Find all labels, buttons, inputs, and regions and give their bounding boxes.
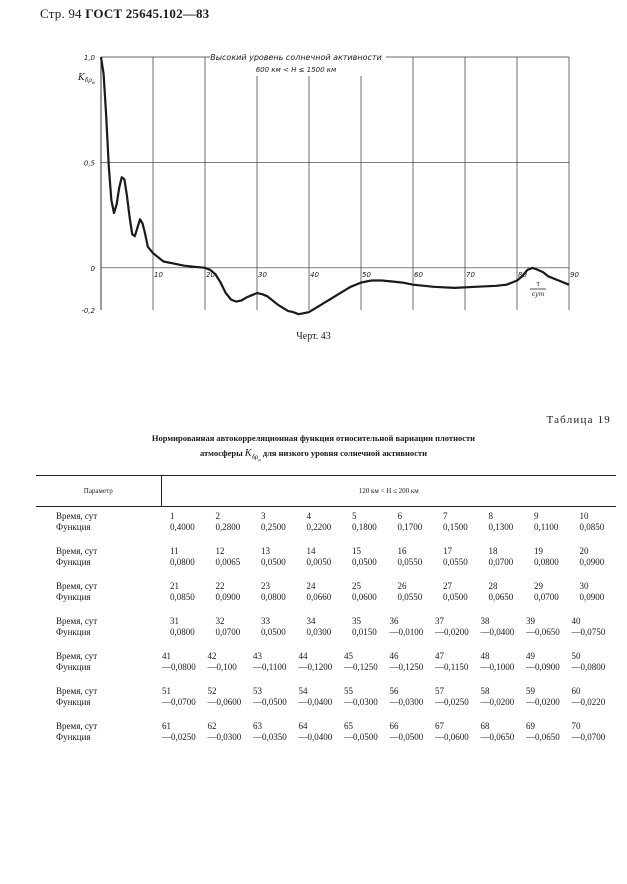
x-axis-label: [530, 280, 546, 298]
function-value: 0,0900: [579, 592, 605, 602]
table-cell: [389, 612, 435, 647]
param-header: Параметр: [36, 476, 161, 507]
table-cell: [298, 682, 344, 717]
time-value: 70: [571, 721, 581, 731]
table-cell: [434, 647, 480, 682]
function-value: —0,0500: [253, 697, 287, 707]
function-value: —0,0500: [344, 732, 378, 742]
table-cell: [480, 647, 526, 682]
time-label: Время, сут: [56, 546, 98, 556]
table-number: Таблица 19: [546, 414, 611, 426]
time-label: Время, сут: [56, 511, 98, 521]
table-cell: [480, 542, 526, 577]
table-cell: [343, 682, 389, 717]
time-label: Время, сут: [56, 686, 98, 696]
table-cell: [571, 577, 617, 612]
time-value: 47: [435, 651, 444, 661]
row-label: [36, 507, 161, 543]
function-value: —0,0700: [571, 732, 606, 742]
table-cell: [207, 542, 253, 577]
function-label: Функция: [56, 592, 91, 602]
svg-text:сут: сут: [531, 291, 545, 298]
function-value: —0,1000: [480, 662, 515, 672]
table-cell: [252, 682, 298, 717]
function-label: Функция: [56, 522, 91, 532]
autocorrelation-chart: [0, 0, 627, 330]
table-cell: [207, 507, 253, 543]
table-cell: [343, 612, 389, 647]
time-value: 61: [162, 721, 171, 731]
function-value: 0,0900: [579, 557, 605, 567]
x-tick-label: 40: [310, 270, 319, 279]
function-value: 0,0660: [306, 592, 332, 602]
table-cell: [252, 542, 298, 577]
function-value: 0,1700: [397, 522, 423, 532]
function-label: Функция: [56, 697, 91, 707]
table-cell: [434, 542, 480, 577]
function-value: —0,0650: [526, 732, 560, 742]
time-value: 13: [261, 546, 270, 556]
row-label: [36, 647, 161, 682]
function-value: —0,1150: [435, 662, 469, 672]
function-value: —0,0500: [389, 732, 424, 742]
function-value: —0,1200: [298, 662, 333, 672]
function-value: —0,1100: [253, 662, 287, 672]
function-value: —0,0250: [435, 697, 469, 707]
function-value: 0,4000: [170, 522, 195, 532]
function-label: Функция: [56, 662, 91, 672]
time-value: 27: [443, 581, 452, 591]
time-value: 2: [215, 511, 220, 521]
table-header-row: [36, 476, 616, 507]
function-value: 0,0065: [215, 557, 241, 567]
table-cell: [480, 507, 526, 543]
row-label: [36, 682, 161, 717]
table-row: [36, 507, 616, 543]
time-value: 54: [298, 686, 308, 696]
chart-subtitle: 600 км < H ≤ 1500 км: [255, 66, 337, 74]
time-label: Время, сут: [56, 721, 98, 731]
function-value: 0,2800: [215, 522, 241, 532]
time-value: 5: [352, 511, 357, 521]
time-value: 9: [534, 511, 539, 521]
time-value: 1: [170, 511, 175, 521]
table-cell: [252, 717, 298, 752]
function-value: —0,0300: [344, 697, 378, 707]
table-title: [0, 431, 627, 468]
function-value: 0,0600: [352, 592, 377, 602]
function-value: —0,0300: [389, 697, 424, 707]
table-cell: [525, 647, 571, 682]
time-value: 57: [435, 686, 444, 696]
table-cell: [525, 507, 571, 543]
table-cell: [298, 612, 344, 647]
page-number: Стр. 94: [40, 6, 82, 21]
function-value: 0,2500: [261, 522, 286, 532]
time-value: 26: [397, 581, 407, 591]
function-value: —0,0600: [207, 697, 242, 707]
time-value: 60: [571, 686, 581, 696]
table-cell: [207, 647, 253, 682]
time-value: 11: [170, 546, 179, 556]
function-value: —0,0350: [253, 732, 287, 742]
table-cell: [343, 717, 389, 752]
table-cell: [525, 717, 571, 752]
time-value: 16: [397, 546, 407, 556]
time-value: 40: [571, 616, 581, 626]
table-title-symbol: $K_{\delta\rho_н}$: [244, 448, 261, 464]
time-value: 30: [579, 581, 589, 591]
time-value: 41: [162, 651, 171, 661]
time-value: 50: [571, 651, 581, 661]
time-label: Время, сут: [56, 616, 98, 626]
autocorrelation-table: [36, 475, 616, 752]
table-cell: [389, 542, 435, 577]
time-label: Время, сут: [56, 581, 98, 591]
function-value: 0,0550: [397, 592, 423, 602]
function-value: 0,0500: [443, 592, 468, 602]
function-value: —0,100: [207, 662, 237, 672]
time-value: 56: [389, 686, 399, 696]
function-value: 0,0650: [488, 592, 514, 602]
time-value: 12: [215, 546, 225, 556]
table-cell: [389, 577, 435, 612]
time-value: 63: [253, 721, 262, 731]
time-value: 18: [488, 546, 498, 556]
function-value: —0,0800: [571, 662, 606, 672]
table-cell: [252, 612, 298, 647]
figure-caption: Черт. 43: [296, 331, 331, 342]
table-cell: [298, 577, 344, 612]
time-value: 49: [526, 651, 535, 661]
time-value: 44: [298, 651, 308, 661]
y-tick-label: 0: [90, 264, 95, 273]
row-label: [36, 577, 161, 612]
time-value: 6: [397, 511, 402, 521]
time-value: 3: [261, 511, 266, 521]
time-value: 66: [389, 721, 399, 731]
time-value: 62: [207, 721, 217, 731]
time-value: 23: [261, 581, 270, 591]
function-value: 0,0300: [306, 627, 332, 637]
table-row: [36, 682, 616, 717]
time-value: 37: [435, 616, 444, 626]
chart-title: Высокий уровень солнечной активности: [210, 53, 382, 62]
function-value: 0,0700: [534, 592, 559, 602]
y-tick-label: 0,5: [83, 159, 95, 168]
function-value: —0,0750: [571, 627, 606, 637]
table-row: [36, 577, 616, 612]
table-cell: [298, 507, 344, 543]
function-value: 0,0050: [306, 557, 332, 567]
time-value: 19: [534, 546, 543, 556]
table-cell: [298, 542, 344, 577]
x-tick-label: 60: [414, 270, 423, 279]
time-value: 28: [488, 581, 498, 591]
y-tick-label: -0,2: [81, 307, 95, 315]
table-cell: [480, 717, 526, 752]
time-value: 31: [170, 616, 179, 626]
function-value: —0,0700: [162, 697, 196, 707]
x-tick-label: 20: [206, 270, 215, 279]
function-value: —0,0400: [480, 627, 515, 637]
time-value: 42: [207, 651, 217, 661]
time-value: 65: [344, 721, 353, 731]
function-value: —0,0650: [526, 627, 560, 637]
time-value: 43: [253, 651, 262, 661]
function-value: 0,0800: [534, 557, 559, 567]
time-value: 25: [352, 581, 361, 591]
standard-number: ГОСТ 25645.102—83: [85, 6, 210, 21]
function-value: 0,1800: [352, 522, 377, 532]
function-value: 0,0700: [215, 627, 241, 637]
function-value: 0,0850: [170, 592, 195, 602]
time-value: 38: [480, 616, 490, 626]
row-label: [36, 717, 161, 752]
table-cell: [252, 507, 298, 543]
table-row: [36, 647, 616, 682]
x-tick-label: 30: [258, 270, 267, 279]
table-cell: [161, 577, 207, 612]
time-label: Время, сут: [56, 651, 98, 661]
function-value: —0,0300: [207, 732, 242, 742]
y-axis-label: $K_{\delta\rho в}$: [78, 73, 95, 86]
table-cell: [571, 647, 617, 682]
function-value: 0,0500: [352, 557, 377, 567]
time-value: 32: [215, 616, 225, 626]
function-value: —0,1250: [344, 662, 378, 672]
table-cell: [389, 647, 435, 682]
table-cell: [480, 682, 526, 717]
table-cell: [207, 717, 253, 752]
table-row: [36, 717, 616, 752]
table-cell: [571, 682, 617, 717]
time-value: 68: [480, 721, 490, 731]
time-value: 4: [306, 511, 311, 521]
function-value: —0,0250: [162, 732, 196, 742]
function-value: 0,0500: [261, 557, 286, 567]
time-value: 33: [261, 616, 270, 626]
function-value: 0,0800: [170, 557, 195, 567]
time-value: 69: [526, 721, 535, 731]
x-tick-label: 90: [570, 270, 579, 279]
function-value: —0,0220: [571, 697, 606, 707]
function-value: —0,0200: [435, 627, 469, 637]
time-value: 51: [162, 686, 171, 696]
table-row: [36, 542, 616, 577]
table-cell: [525, 542, 571, 577]
table-cell: [207, 577, 253, 612]
table-cell: [434, 507, 480, 543]
chart-tick-labels: [81, 54, 579, 315]
table-cell: [343, 542, 389, 577]
function-value: 0,0550: [443, 557, 468, 567]
time-value: 14: [306, 546, 316, 556]
function-value: 0,1300: [488, 522, 514, 532]
function-value: —0,0600: [435, 732, 469, 742]
table-cell: [571, 717, 617, 752]
function-value: —0,0200: [526, 697, 560, 707]
time-value: 58: [480, 686, 490, 696]
time-value: 7: [443, 511, 448, 521]
table-cell: [343, 507, 389, 543]
time-value: 35: [352, 616, 361, 626]
time-value: 59: [526, 686, 535, 696]
function-value: 0,0500: [261, 627, 286, 637]
function-value: —0,0400: [298, 697, 333, 707]
table-cell: [525, 612, 571, 647]
table-cell: [298, 647, 344, 682]
time-value: 34: [306, 616, 316, 626]
table-cell: [434, 717, 480, 752]
function-value: 0,1500: [443, 522, 468, 532]
y-tick-label: 1,0: [83, 54, 95, 62]
function-value: 0,0800: [261, 592, 286, 602]
table-cell: [207, 612, 253, 647]
table-cell: [571, 542, 617, 577]
table-cell: [343, 647, 389, 682]
x-tick-label: 50: [362, 270, 371, 279]
function-value: —0,0900: [526, 662, 560, 672]
time-value: 46: [389, 651, 399, 661]
function-value: —0,0100: [389, 627, 424, 637]
table-cell: [298, 717, 344, 752]
series-line: [101, 57, 569, 314]
time-value: 21: [170, 581, 179, 591]
table-cell: [343, 577, 389, 612]
time-value: 39: [526, 616, 535, 626]
table-cell: [389, 682, 435, 717]
time-value: 45: [344, 651, 353, 661]
function-value: 0,0150: [352, 627, 377, 637]
time-value: 8: [488, 511, 493, 521]
time-value: 48: [480, 651, 490, 661]
table-cell: [161, 542, 207, 577]
table-cell: [434, 577, 480, 612]
function-value: —0,1250: [389, 662, 424, 672]
function-value: 0,0800: [170, 627, 195, 637]
function-label: Функция: [56, 557, 91, 567]
table-cell: [571, 507, 617, 543]
time-value: 20: [579, 546, 589, 556]
time-value: 67: [435, 721, 444, 731]
table-cell: [161, 507, 207, 543]
x-tick-label: 70: [466, 270, 475, 279]
time-value: 10: [579, 511, 589, 521]
table-cell: [161, 647, 207, 682]
table-cell: [480, 612, 526, 647]
time-value: 24: [306, 581, 316, 591]
table-cell: [525, 682, 571, 717]
table-cell: [252, 647, 298, 682]
function-value: —0,0400: [298, 732, 333, 742]
table-cell: [161, 682, 207, 717]
table-cell: [161, 717, 207, 752]
table-title-line-2: атмосферы $K_{\delta\rho_н}$ для низкого уровня солнечной активности: [199, 448, 428, 464]
time-value: 22: [215, 581, 225, 591]
function-label: Функция: [56, 732, 91, 742]
chart-grid: [101, 57, 569, 310]
table-title-line-1: Нормированная автокорреляционная функция относительной вариации плотности: [151, 433, 476, 443]
x-tick-label: 10: [154, 270, 163, 279]
table-row: [36, 612, 616, 647]
row-label: [36, 542, 161, 577]
table-cell: [161, 612, 207, 647]
function-value: —0,0200: [480, 697, 515, 707]
time-value: 15: [352, 546, 361, 556]
table-cell: [434, 612, 480, 647]
function-label: Функция: [56, 627, 91, 637]
table-cell: [389, 507, 435, 543]
function-value: 0,0550: [397, 557, 423, 567]
function-value: 0,0900: [215, 592, 241, 602]
svg-text:τ: τ: [536, 280, 540, 288]
function-value: —0,0650: [480, 732, 515, 742]
function-value: 0,0700: [488, 557, 514, 567]
function-value: 0,2200: [306, 522, 332, 532]
x-tick-label: 80: [518, 270, 527, 279]
time-value: 17: [443, 546, 452, 556]
time-value: 55: [344, 686, 353, 696]
table-cell: [389, 717, 435, 752]
table-cell: [525, 577, 571, 612]
time-value: 52: [207, 686, 217, 696]
function-value: 0,1100: [534, 522, 559, 532]
time-value: 29: [534, 581, 543, 591]
time-value: 36: [389, 616, 399, 626]
value-header: 120 км < H ≤ 200 км: [161, 476, 616, 507]
table-cell: [252, 577, 298, 612]
table-cell: [480, 577, 526, 612]
table-cell: [571, 612, 617, 647]
function-value: 0,0850: [579, 522, 605, 532]
time-value: 53: [253, 686, 262, 696]
row-label: [36, 612, 161, 647]
table-cell: [207, 682, 253, 717]
table-cell: [434, 682, 480, 717]
time-value: 64: [298, 721, 308, 731]
function-value: —0,0800: [162, 662, 196, 672]
